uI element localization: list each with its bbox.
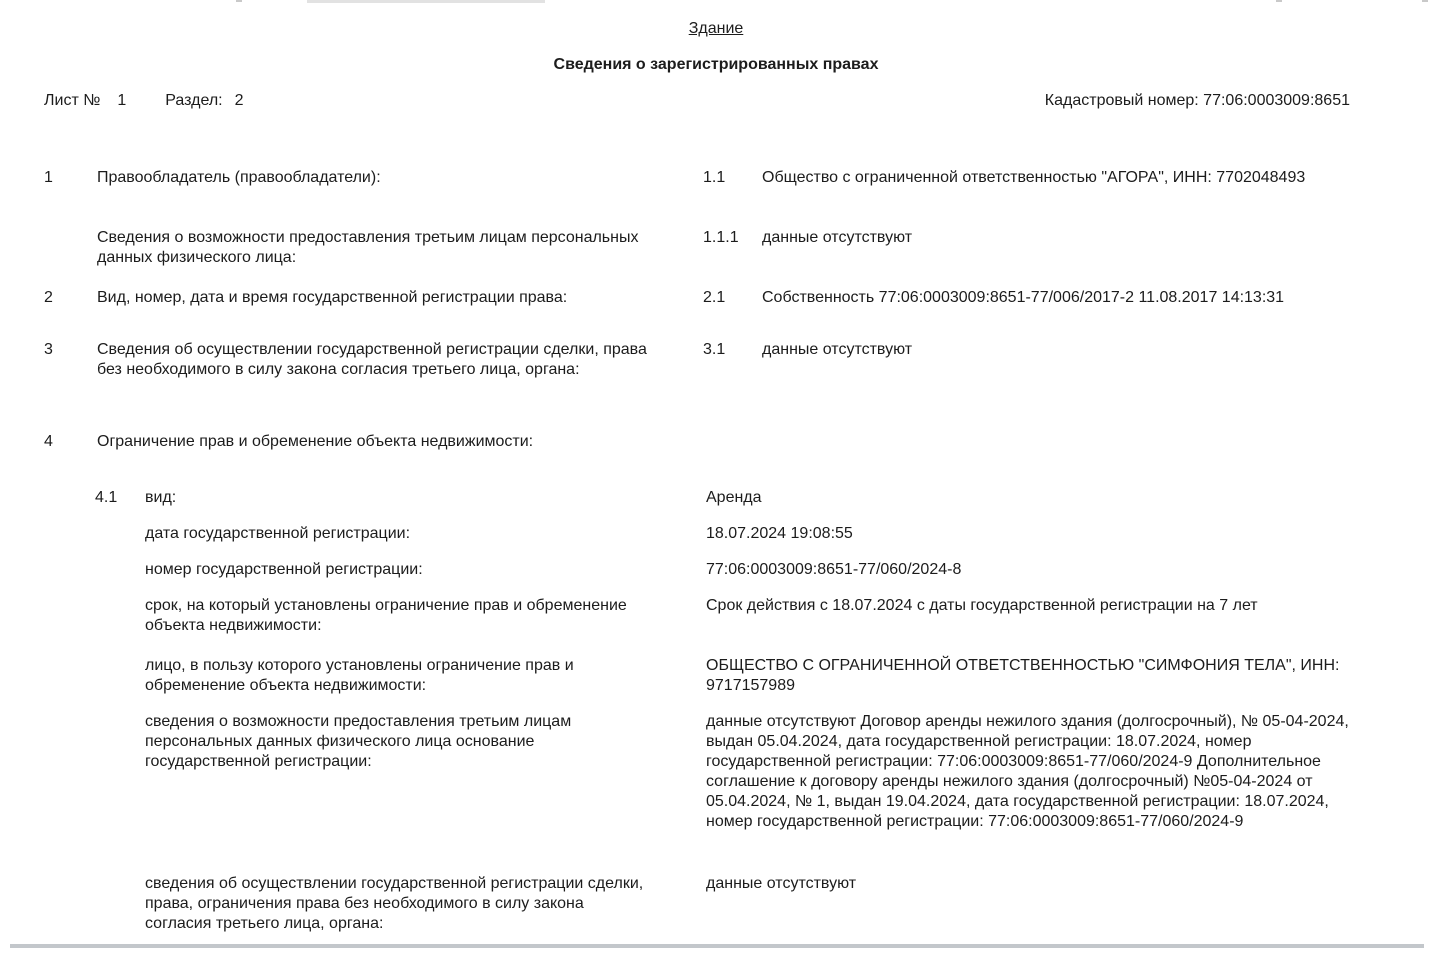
row-subnumber: 1.1.1 (703, 229, 739, 246)
page-bottom-divider (10, 944, 1424, 948)
section-number: 2 (234, 92, 244, 109)
section-label: Раздел: (165, 92, 223, 109)
row-label: вид: (145, 489, 177, 506)
row-label: Сведения об осуществлении государственной регистрации сделки, права без необходимого в силу закона согласия третьего лица, органа: (97, 341, 647, 378)
row-label: Вид, номер, дата и время государственной регистрации права: (97, 289, 568, 306)
row-number: 1 (44, 169, 53, 186)
row-label: сведения о возможности предоставления третьим лицам персональных данных физического лица основание государственной регистрации: (145, 713, 572, 770)
row-subnumber: 4.1 (95, 489, 118, 506)
row-value: Срок действия с 18.07.2024 с даты государственной регистрации на 7 лет (706, 597, 1258, 614)
row-label: Сведения о возможности предоставления третьим лицам персональных данных физического лица: (97, 229, 639, 266)
object-type-heading: Здание (688, 20, 744, 37)
row-value: данные отсутствуют (762, 229, 913, 246)
row-label: номер государственной регистрации: (145, 561, 423, 578)
cadastral-number: Кадастровый номер: 77:06:0003009:8651 (1044, 92, 1350, 109)
row-value: Собственность 77:06:0003009:8651-77/006/2017-2 11.08.2017 14:13:31 (762, 289, 1285, 306)
row-number: 4 (44, 433, 53, 450)
row-label: дата государственной регистрации: (145, 525, 411, 542)
page-title: Сведения о зарегистрированных правах (553, 56, 879, 73)
clipped-previous-content-artifact (307, 0, 545, 3)
row-value: Общество с ограниченной ответственностью "АГОРА", ИНН: 7702048493 (762, 169, 1306, 186)
row-value: Аренда (706, 489, 762, 506)
row-label: сведения об осуществлении государственной регистрации сделки, права, ограничения права без необходимого в силу закона согласия третьего лица, органа: (145, 875, 644, 932)
sheet-number: 1 (117, 92, 127, 109)
row-value: данные отсутствуют (706, 875, 857, 892)
clipped-text-artifact (1276, 0, 1282, 2)
row-label: срок, на который установлены ограничение прав и обременение объекта недвижимости: (145, 597, 627, 634)
row-label: Правообладатель (правообладатели): (97, 169, 381, 186)
sheet-section-info (44, 91, 244, 111)
row-number: 2 (44, 289, 53, 306)
row-label: лицо, в пользу которого установлены ограничение прав и обременение объекта недвижимости: (145, 657, 574, 694)
row-value: 77:06:0003009:8651-77/060/2024-8 (706, 561, 962, 578)
row-subnumber: 3.1 (703, 341, 726, 358)
clipped-text-artifact (1422, 0, 1428, 2)
sheet-label: Лист № (44, 92, 101, 109)
row-value: данные отсутствуют Договор аренды нежилого здания (долгосрочный), № 05-04-2024, выдан 05.04.2024, дата государственной регистрации: 18.07.2024, номер государственной регистрации: 77:06:0003009:8651-77/060/2024-9 Дополнительное соглашение к договору аренды нежилого здания (долгосрочный) №05-04-2024 от 05.04.2024, № 1, выдан 19.04.2024, дата государственной регистрации: 18.07.2024, номер государственной регистрации: 77:06:0003009:8651-77/060/2024-9 (706, 713, 1349, 830)
row-value: ОБЩЕСТВО С ОГРАНИЧЕННОЙ ОТВЕТСТВЕННОСТЬЮ "СИМФОНИЯ ТЕЛА", ИНН: 9717157989 (706, 657, 1340, 694)
row-label: Ограничение прав и обременение объекта недвижимости: (97, 433, 534, 450)
clipped-text-artifact (236, 0, 242, 2)
row-value: 18.07.2024 19:08:55 (706, 525, 853, 542)
row-value: данные отсутствуют (762, 341, 913, 358)
row-number: 3 (44, 341, 53, 358)
row-subnumber: 2.1 (703, 289, 726, 306)
row-subnumber: 1.1 (703, 169, 726, 186)
